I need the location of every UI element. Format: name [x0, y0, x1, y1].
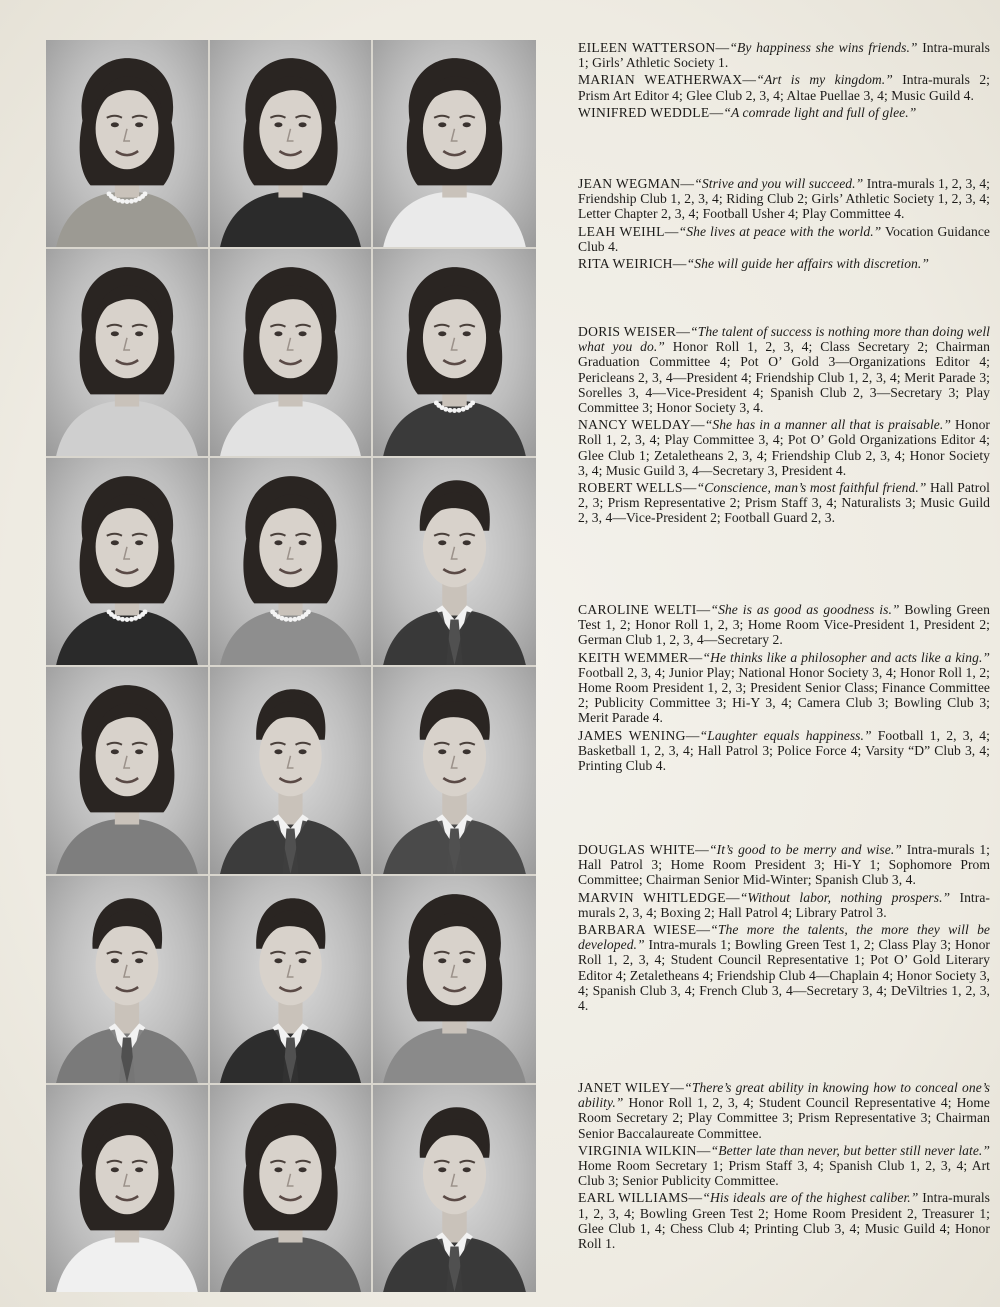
student-name: BARBARA WIESE— [578, 922, 711, 938]
student-portrait [46, 458, 208, 665]
portrait-photo-icon [210, 458, 371, 665]
student-entry [578, 176, 990, 222]
student-entry [578, 842, 990, 888]
student-name: JANET WILEY— [578, 1080, 685, 1095]
student-activities: Football 1, 2, 3, 4; Basketball 1, 2, 3, 4; Hall Patrol 3; Police Force 4; Varsity “D” Club 3, 4; Printing Club 4. [578, 727, 990, 774]
student-activities: Hall Patrol 2, 3; Prism Representative 2; Prism Staff 3, 4; Naturalists 3; Music Guild 2, 3, 4—Vice-President 2; Football Guard 2, 3. [578, 480, 991, 526]
portrait-photo-icon [210, 40, 371, 247]
student-name: ROBERT WELLS— [578, 480, 697, 496]
portrait-photo-icon [210, 1085, 371, 1292]
portrait-photo-icon [373, 40, 536, 247]
entry-group [578, 1080, 990, 1253]
student-activities: Intra-murals 1, 2, 3, 4; Friendship Club 1, 2, 3, 4; Riding Club 2; Girls’ Athletic Society 1, 2, 3, 4; Letter Chapter 2, 3, 4; Football Usher 4; Play Committee 4. [578, 176, 991, 222]
student-portrait [210, 40, 371, 247]
student-quote: “By happiness she wins friends.” [729, 40, 918, 55]
entry-group [578, 176, 990, 273]
student-name: DORIS WEISER— [578, 324, 691, 339]
portrait-grid [46, 40, 536, 1292]
portrait-photo-icon [373, 1085, 536, 1292]
student-activities: Honor Roll 1, 2, 3, 4; Play Committee 3, 4; Pot O’ Gold Organizations Editor 4; Glee Club 1; Zetaletheans 2, 3, 4; Friendship Club 2, 3, 4; Honor Society 3, 4; Music Guild 3, 4—Secretary 3, President 4. [578, 417, 991, 478]
student-activities: Home Room Secretary 1; Prism Staff 3, 4; Spanish Club 1, 2, 3, 4; Art Club 3; Senior Publicity Committee. [578, 1158, 990, 1189]
portrait-photo-icon [373, 458, 536, 665]
student-name: JEAN WEGMAN— [578, 176, 695, 191]
student-quote: “She is as good as goodness is.” [710, 602, 900, 617]
student-portrait [46, 40, 208, 247]
student-quote: “Better late than never, but better still never late.” [710, 1142, 990, 1158]
student-activities: Honor Roll 1, 2, 3, 4; Class Secretary 2; Chairman Graduation Committee 4; Pot O’ Gold 3—Organizations Editor 4; Pericleans 2, 3, 4—President 4; Friendship Club 1, 2, 3, 4; Merit Parade 3; Sorelles 3, 4—Vice-President 4; Spanish Club 2, 3—Secretary 3; Play Committee 3; Honor Society 3, 4. [578, 339, 990, 416]
student-entry [578, 40, 990, 70]
student-activities: Honor Roll 1, 2, 3, 4; Student Council Representative 4; Home Room Secretary 2; Play Committee 3; Prism Representative 3; Chairman Senior Baccalaureate Committee. [578, 1095, 990, 1141]
student-quote: “She lives at peace with the world.” [678, 223, 882, 239]
student-activities: Intra-murals 2; Prism Art Editor 4; Glee Club 2, 3, 4; Altae Puellae 3, 4; Music Guild 4. [578, 72, 990, 103]
student-activities: Intra-murals 1; Girls’ Athletic Society 1. [578, 40, 990, 71]
student-name: VIRGINIA WILKIN— [578, 1142, 711, 1158]
student-quote: “His ideals are of the highest caliber.” [702, 1190, 919, 1206]
student-quote: “Art is my kingdom.” [756, 72, 893, 88]
student-quote: “The talent of success is nothing more than doing well what you do.” [578, 324, 991, 355]
student-entry [578, 922, 990, 1013]
student-quote: “Conscience, man’s most faithful friend.” [696, 480, 927, 496]
student-name: DOUGLAS WHITE— [578, 842, 710, 857]
student-quote: “She will guide her affairs with discretion.” [686, 256, 929, 272]
student-quote: “Without labor, nothing prospers.” [739, 889, 951, 905]
student-activities: Football 2, 3, 4; Junior Play; National Honor Society 3, 4; Honor Roll 1, 2; Home Room President 1, 2, 3; President Senior Class; Finance Committee 2; Publicity Committee 3; Hi-Y 3, 4; Camera Club 3; Bowling Club 3; Merit Parade 4. [578, 664, 990, 726]
portrait-photo-icon [210, 876, 371, 1083]
student-name: RITA WEIRICH— [578, 256, 687, 272]
student-portrait [210, 1085, 371, 1292]
student-quote: “He thinks like a philosopher and acts like a king.” [702, 649, 990, 665]
student-entry [578, 602, 990, 648]
student-quote: “There’s great ability in knowing how to conceal one’s ability.” [578, 1080, 990, 1111]
student-activities: Intra-murals 1, 2, 3, 4; Bowling Green Test 2; Home Room President 2, Treasurer 1; Glee Club 1, 4; Chess Club 4; Printing Club 3, 4; Music Guild 4; Honor Roll 1. [578, 1190, 991, 1252]
student-entry [578, 417, 990, 478]
student-entry [578, 890, 990, 920]
portrait-photo-icon [46, 667, 208, 874]
portrait-photo-icon [46, 1085, 208, 1292]
student-name: MARIAN WEATHERWAX— [578, 72, 757, 88]
portrait-photo-icon [210, 667, 371, 874]
student-portrait [373, 876, 536, 1083]
student-portrait [46, 667, 208, 874]
student-quote: “She has in a manner all that is praisable.” [704, 417, 951, 433]
student-entry [578, 650, 990, 726]
senior-entries-column [578, 40, 990, 1302]
student-quote: “It’s good to be merry and wise.” [709, 842, 902, 857]
student-quote: “The more the talents, the more they will be developed.” [578, 922, 990, 953]
student-quote: “A comrade light and full of glee.” [723, 104, 917, 120]
student-portrait [210, 876, 371, 1083]
student-portrait [46, 1085, 208, 1292]
entry-group [578, 324, 990, 528]
portrait-photo-icon [46, 876, 208, 1083]
student-portrait [373, 40, 536, 247]
student-portrait [210, 458, 371, 665]
student-name: WINIFRED WEDDLE— [578, 104, 724, 120]
student-name: NANCY WELDAY— [578, 417, 705, 433]
student-activities: Intra-murals 1; Bowling Green Test 1, 2; Class Play 3; Honor Roll 1, 2, 3, 4; Student Council Representative 1; Pot O’ Gold Literary Editor 4; Zetaletheans 4; Friendship Club 4—Chaplain 4; Honor Society 3, 4; Spanish Club 3, 4; French Club 3, 4—Secretary 3, 4; DeViltries 1, 2, 3, 4. [578, 937, 990, 1014]
student-quote: “Laughter equals happiness.” [699, 727, 872, 743]
student-portrait [46, 876, 208, 1083]
student-portrait [373, 667, 536, 874]
portrait-photo-icon [373, 667, 536, 874]
student-portrait [210, 667, 371, 874]
student-quote: “Strive and you will succeed.” [694, 176, 864, 191]
student-entry [578, 256, 990, 271]
portrait-photo-icon [46, 40, 208, 247]
student-entry [578, 1143, 990, 1189]
portrait-photo-icon [210, 249, 371, 456]
student-name: MARVIN WHITLEDGE— [578, 889, 740, 905]
portrait-photo-icon [46, 249, 208, 456]
student-entry [578, 72, 990, 102]
entry-group [578, 602, 990, 775]
student-entry [578, 1080, 990, 1141]
student-entry [578, 480, 990, 526]
student-activities: Vocation Guidance Club 4. [578, 223, 990, 254]
student-name: LEAH WEIHL— [578, 223, 679, 239]
entry-group [578, 40, 990, 122]
entry-group [578, 842, 990, 1015]
student-entry [578, 1190, 990, 1251]
student-name: EILEEN WATTERSON— [578, 40, 730, 55]
student-activities: Bowling Green Test 1, 2; Honor Roll 1, 2, 3; Home Room Vice-President 1, President 2; German Club 1, 2, 3, 4—Secretary 2. [578, 602, 990, 648]
student-portrait [210, 249, 371, 456]
portrait-photo-icon [46, 458, 208, 665]
student-portrait [373, 458, 536, 665]
student-portrait [373, 1085, 536, 1292]
student-name: KEITH WEMMER— [578, 649, 703, 665]
student-name: JAMES WENING— [578, 727, 700, 743]
student-name: EARL WILLIAMS— [578, 1190, 703, 1206]
student-entry [578, 224, 990, 254]
student-name: CAROLINE WELTI— [578, 602, 711, 617]
student-portrait [46, 249, 208, 456]
student-entry [578, 105, 990, 120]
student-entry [578, 324, 990, 415]
portrait-photo-icon [373, 876, 536, 1083]
student-activities: Intra-murals 2, 3, 4; Boxing 2; Hall Patrol 4; Library Patrol 3. [578, 889, 990, 920]
student-entry [578, 728, 990, 774]
student-activities: Intra-murals 1; Hall Patrol 3; Home Room President 3; Hi-Y 1; Sophomore Prom Committee; Chairman Senior Mid-Winter; Spanish Club 3, 4. [578, 842, 990, 888]
student-portrait [373, 249, 536, 456]
portrait-photo-icon [373, 249, 536, 456]
